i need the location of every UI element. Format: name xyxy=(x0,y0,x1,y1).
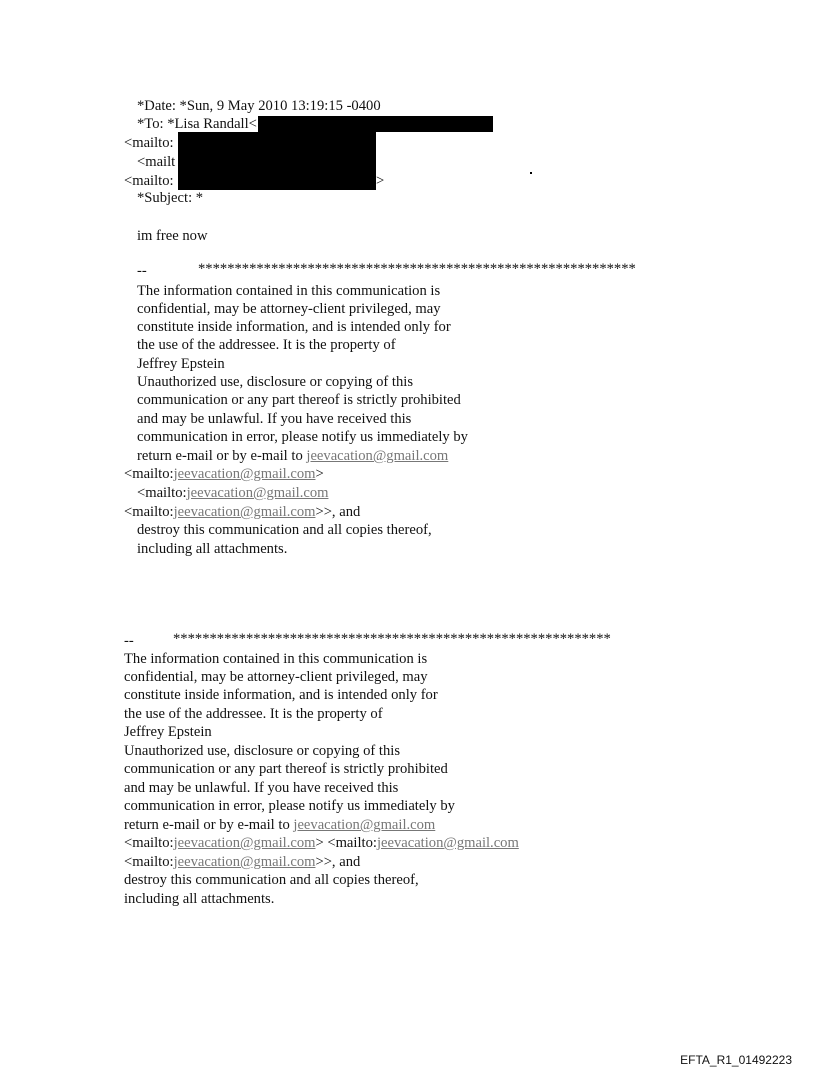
disclaimer-1-line-4: the use of the addressee. It is the property of xyxy=(137,337,396,353)
return-prefix: return e-mail or by e-mail to xyxy=(137,448,307,464)
mailto-line-2-prefix: <mailto: xyxy=(124,173,174,189)
email-link[interactable]: jeevacation@gmail.com xyxy=(173,854,316,870)
disclaimer-1-mailto-line-1 xyxy=(124,465,324,483)
disclaimer-1-destroy: destroy this communication and all copies thereof, xyxy=(137,522,432,538)
to-line: *To: *Lisa Randall< xyxy=(137,116,257,132)
disclaimer-1-including: including all attachments. xyxy=(137,541,288,557)
mailto-prefix-inline: <mailto: xyxy=(323,835,377,851)
email-link[interactable]: jeevacation@gmail.com xyxy=(173,466,316,482)
separator-stars-2: ************************************************************ xyxy=(173,631,611,647)
date-line: *Date: *Sun, 9 May 2010 13:19:15 -0400 xyxy=(137,98,381,114)
document-id: EFTA_R1_01492223 xyxy=(680,1053,792,1067)
gt-symbol: > xyxy=(315,835,324,851)
disclaimer-2-return-line xyxy=(124,816,435,834)
disclaimer-2-line-4: the use of the addressee. It is the property of xyxy=(124,706,383,722)
disclaimer-2-line-7: communication or any part thereof is strictly prohibited xyxy=(124,761,448,777)
email-link[interactable]: jeevacation@gmail.com xyxy=(293,817,436,833)
disclaimer-2-line-9: communication in error, please notify us immediately by xyxy=(124,798,455,814)
return-prefix: return e-mail or by e-mail to xyxy=(124,817,294,833)
email-link[interactable]: jeevacation@gmail.com xyxy=(173,504,316,520)
end-suffix: >>, and xyxy=(315,854,361,870)
mailto-line-partial: <mailt xyxy=(137,154,176,170)
disclaimer-2-destroy: destroy this communication and all copies thereof, xyxy=(124,872,419,888)
disclaimer-2-line-5: Jeffrey Epstein xyxy=(124,724,212,740)
disclaimer-1-line-9: communication in error, please notify us immediately by xyxy=(137,429,468,445)
disclaimer-1-line-6: Unauthorized use, disclosure or copying of this xyxy=(137,374,414,390)
mailto-line-2 xyxy=(124,172,174,190)
gt-symbol: > xyxy=(315,466,324,482)
email-link[interactable]: jeevacation@gmail.com xyxy=(376,835,519,851)
separator-dashes-1: -- xyxy=(137,263,147,279)
mailto-prefix: <mailto: xyxy=(124,466,174,482)
separator-stars-1: ************************************************************ xyxy=(198,261,636,277)
mailto-prefix: <mailto: xyxy=(124,835,174,851)
end-suffix: >>, and xyxy=(315,504,361,520)
mailto-line-2-tail: > xyxy=(376,173,385,189)
message-body: im free now xyxy=(137,228,208,244)
mailto-line-1: <mailto: xyxy=(124,135,174,151)
redaction-box-1 xyxy=(258,116,493,132)
disclaimer-1-line-3: constitute inside information, and is intended only for xyxy=(137,319,451,335)
subject-line: *Subject: * xyxy=(137,190,204,206)
redaction-box-2 xyxy=(178,132,376,190)
disclaimer-1-return-line xyxy=(137,447,448,465)
disclaimer-1-mailto-line-3 xyxy=(124,503,360,521)
email-link[interactable]: jeevacation@gmail.com xyxy=(306,448,449,464)
disclaimer-1-line-5: Jeffrey Epstein xyxy=(137,356,225,372)
disclaimer-2-line-3: constitute inside information, and is intended only for xyxy=(124,687,438,703)
disclaimer-1-mailto-line-2 xyxy=(137,484,328,502)
disclaimer-1-line-1: The information contained in this communication is xyxy=(137,283,441,299)
disclaimer-2-line-8: and may be unlawful. If you have received this xyxy=(124,780,399,796)
email-link[interactable]: jeevacation@gmail.com xyxy=(173,835,316,851)
mailto-prefix: <mailto: xyxy=(137,485,187,501)
disclaimer-2-line-2: confidential, may be attorney-client privileged, may xyxy=(124,669,428,685)
mailto-prefix: <mailto: xyxy=(124,504,174,520)
mailto-prefix: <mailto: xyxy=(124,854,174,870)
disclaimer-2-line-1: The information contained in this communication is xyxy=(124,651,428,667)
separator-dashes-2: -- xyxy=(124,633,134,649)
disclaimer-1-line-7: communication or any part thereof is strictly prohibited xyxy=(137,392,461,408)
stray-mark xyxy=(530,172,532,174)
disclaimer-2-mailto-line-2 xyxy=(124,853,360,871)
disclaimer-1-line-2: confidential, may be attorney-client privileged, may xyxy=(137,301,441,317)
email-link[interactable]: jeevacation@gmail.com xyxy=(186,485,329,501)
disclaimer-1-line-8: and may be unlawful. If you have received this xyxy=(137,411,412,427)
disclaimer-2-line-6: Unauthorized use, disclosure or copying of this xyxy=(124,743,401,759)
disclaimer-2-including: including all attachments. xyxy=(124,891,275,907)
disclaimer-2-mailto-line-1 xyxy=(124,834,519,852)
